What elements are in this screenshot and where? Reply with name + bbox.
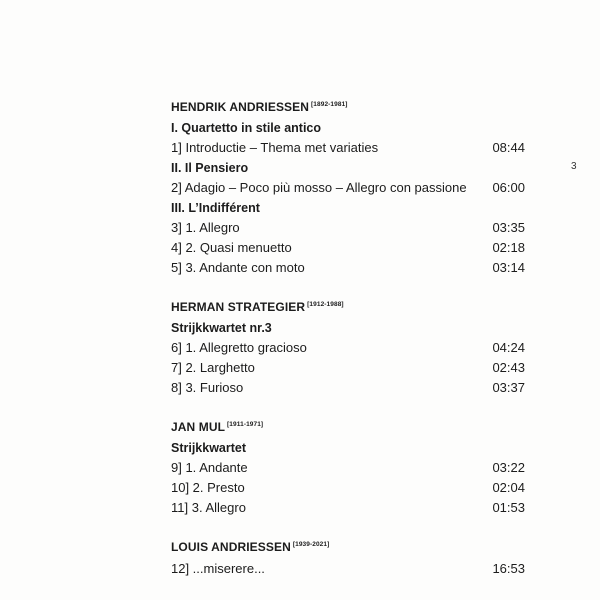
composer-name: HENDRIK ANDRIESSEN <box>171 100 310 114</box>
track-title: 1] Introductie – Thema met variaties <box>171 140 379 155</box>
work-title: I. Quartetto in stile antico <box>171 121 322 135</box>
track-row <box>171 138 525 158</box>
track-duration: 02:43 <box>492 360 525 375</box>
track-row <box>171 559 525 579</box>
composer-heading <box>171 97 525 115</box>
track-row <box>171 358 525 378</box>
track-title: 2] Adagio – Poco più mosso – Allegro con passione <box>171 180 467 195</box>
track-duration: 03:14 <box>492 260 525 275</box>
track-title: 7] 2. Larghetto <box>171 360 255 375</box>
track-title: 9] 1. Andante <box>171 460 248 475</box>
track-duration: 02:04 <box>492 480 525 495</box>
track-row <box>171 338 525 358</box>
track-title: 3] 1. Allegro <box>171 220 240 235</box>
composer-heading <box>171 297 525 315</box>
movement-heading: II. Il Pensiero <box>171 161 249 175</box>
track-duration: 01:53 <box>492 500 525 515</box>
composer-heading <box>171 537 525 555</box>
track-row <box>171 258 525 278</box>
composer-name: JAN MUL <box>171 420 226 434</box>
composer-name: HERMAN STRATEGIER <box>171 300 306 314</box>
composer-years: [1939-2021] <box>292 541 330 548</box>
composer-years: [1912-1988] <box>307 301 344 308</box>
track-duration: 03:22 <box>492 460 525 475</box>
track-title: 4] 2. Quasi menuetto <box>171 240 292 255</box>
track-row <box>171 478 525 498</box>
track-row <box>171 458 525 478</box>
track-title: 11] 3. Allegro <box>171 500 246 515</box>
composer-years: [1911-1971] <box>227 421 264 428</box>
work-title: Strijkkwartet <box>171 441 247 455</box>
track-title: 12] ...miserere... <box>171 561 265 576</box>
track-title: 8] 3. Furioso <box>171 380 244 395</box>
track-row <box>171 238 525 258</box>
track-row <box>171 218 525 238</box>
composer-heading <box>171 417 525 435</box>
track-title: 10] 2. Presto <box>171 480 245 495</box>
track-row <box>171 498 525 518</box>
track-duration: 03:35 <box>492 220 525 235</box>
track-duration: 04:24 <box>492 340 525 355</box>
track-listing <box>171 97 525 579</box>
track-duration: 06:00 <box>492 180 525 195</box>
composer-name: LOUIS ANDRIESSEN <box>171 540 291 554</box>
track-duration: 02:18 <box>492 240 525 255</box>
track-duration: 08:44 <box>492 140 525 155</box>
track-title: 6] 1. Allegretto gracioso <box>171 340 307 355</box>
track-duration: 16:53 <box>492 561 525 576</box>
page-number: 3 <box>571 161 577 172</box>
track-title: 5] 3. Andante con moto <box>171 260 305 275</box>
movement-heading: III. L’Indifférent <box>171 201 260 215</box>
work-title: Strijkkwartet nr.3 <box>171 321 272 335</box>
track-duration: 03:37 <box>492 380 525 395</box>
composer-years: [1892-1981] <box>311 101 348 108</box>
track-row <box>171 178 525 198</box>
track-row <box>171 378 525 398</box>
